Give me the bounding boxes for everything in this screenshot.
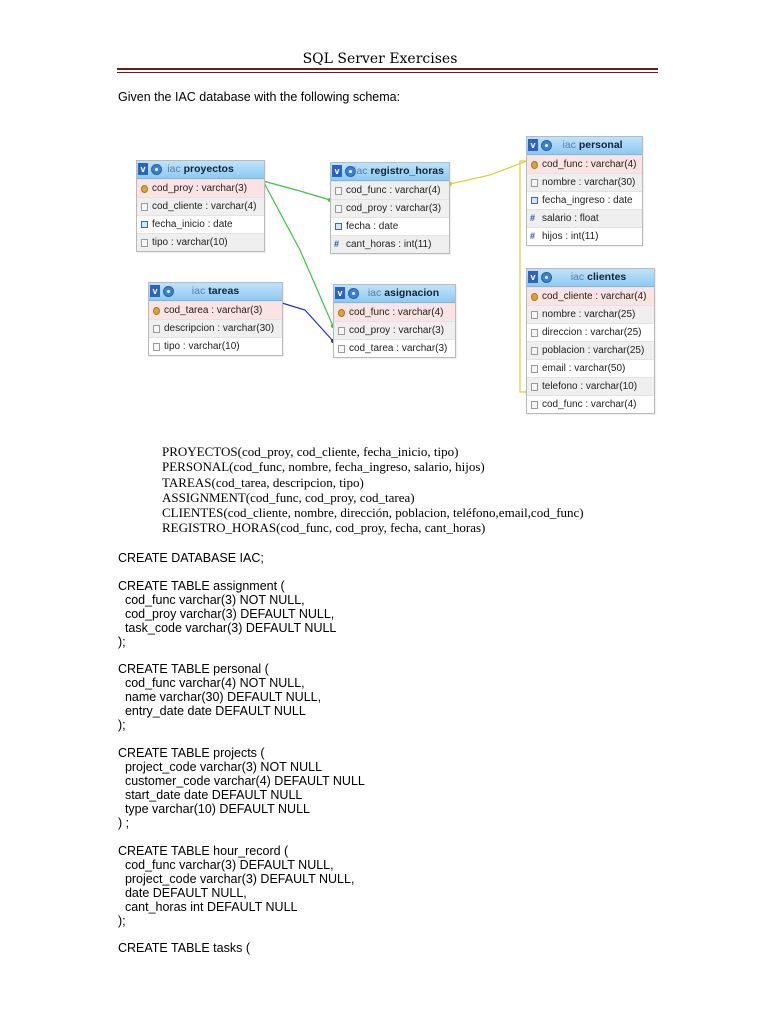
column-row: telefono : varchar(10) [527,377,654,395]
sql-line: cod_func varchar(4) NOT NULL, [118,676,305,691]
page-header-title: SQL Server Exercises [302,51,458,67]
key-icon [531,293,538,301]
table-header[interactable] [527,137,642,155]
text-field-icon [335,187,342,195]
sql-line: entry_date date DEFAULT NULL [118,704,306,719]
relation-line-personal-registro [450,161,527,184]
text-field-icon [335,205,342,213]
sql-line: date DEFAULT NULL, [118,885,247,900]
text-field-icon [531,347,538,355]
sql-line: cod_func varchar(3) NOT NULL, [118,592,305,607]
text-field-icon [338,327,345,335]
relation-line: TAREAS(cod_tarea, descripcion, tipo) [162,474,364,490]
sql-line: CREATE DATABASE IAC; [118,551,264,565]
text-field-icon [141,239,148,247]
sql-line: type varchar(10) DEFAULT NULL [118,802,310,817]
column-row: email : varchar(50) [527,359,654,377]
sql-line: ); [118,718,126,733]
table-title: iac registro_horas [354,165,444,177]
text-field-icon [141,203,148,211]
sql-blank-line [118,732,365,746]
column-row: # hijos : int(11) [527,227,642,245]
text-field-icon [531,365,538,373]
column-row: fecha : date [331,217,449,235]
table-registro-horas[interactable] [330,162,450,254]
table-title: iac clientes [570,271,627,283]
column-row: poblacion : varchar(25) [527,341,654,359]
sql-line: project_code varchar(3) NOT NULL [118,760,323,775]
collapse-icon[interactable]: v [335,287,345,299]
relational-schema-list [162,444,584,536]
column-row: tipo : varchar(10) [149,337,282,355]
text-field-icon [531,179,538,187]
relation-line: PROYECTOS(cod_proy, cod_cliente, fecha_inicio, tipo) [162,444,459,459]
date-field-icon [335,223,342,230]
number-field-icon: # [530,231,536,241]
key-icon [531,161,538,169]
table-header[interactable] [149,283,282,301]
table-header[interactable] [137,161,264,179]
sql-blank-line [118,830,365,844]
text-field-icon [531,311,538,319]
sql-line: CREATE TABLE tasks ( [118,941,250,956]
sql-line: cod_func varchar(3) DEFAULT NULL, [118,857,334,872]
column-row: fecha_ingreso : date [527,191,642,209]
collapse-icon[interactable]: v [528,139,538,151]
key-icon [338,309,345,317]
sql-line: start_date date DEFAULT NULL [118,788,303,803]
date-field-icon [141,221,148,228]
column-row: tipo : varchar(10) [137,233,264,251]
sql-line: ); [118,634,126,649]
sql-line: name varchar(30) DEFAULT NULL, [118,690,322,705]
column-row: cod_tarea : varchar(3) [334,339,455,357]
number-field-icon: # [334,239,340,249]
sql-blank-line [118,928,365,942]
column-row: direccion : varchar(25) [527,323,654,341]
table-asignacion[interactable] [333,284,456,358]
relation-line: CLIENTES(cod_cliente, nombre, dirección, poblacion, teléfono,email,cod_func) [162,505,584,521]
sql-line: CREATE TABLE hour_record ( [118,843,289,858]
text-field-icon [338,345,345,353]
relation-line-proyectos-registro [263,181,330,200]
column-row: # salario : float [527,209,642,227]
column-row: nombre : varchar(30) [527,173,642,191]
relation-line: REGISTRO_HORAS(cod_func, cod_proy, fecha, cant_horas) [162,520,486,536]
column-row: cod_func : varchar(4) [331,181,449,199]
sql-line: project_code varchar(3) DEFAULT NULL, [118,871,355,886]
intro-text: Given the IAC database with the following schema: [118,90,401,104]
column-row: fecha_inicio : date [137,215,264,233]
column-row: cod_proy : varchar(3) [334,321,455,339]
number-field-icon: # [530,213,536,223]
text-field-icon [531,383,538,391]
column-row: cod_proy : varchar(3) [137,179,264,197]
sql-line: ) ; [118,816,130,831]
column-row: cod_tarea : varchar(3) [149,301,282,319]
column-row: nombre : varchar(25) [527,305,654,323]
collapse-icon[interactable]: v [138,163,148,175]
collapse-icon[interactable]: v [150,285,160,297]
sql-line: cant_horas int DEFAULT NULL [118,899,298,914]
relation-line-tareas-asignacion [282,303,333,341]
text-field-icon [153,325,160,333]
column-row: cod_func : varchar(4) [527,155,642,173]
collapse-icon[interactable]: v [528,271,538,283]
table-title: iac asignacion [367,287,440,299]
header-rule-thin [117,72,658,73]
table-personal[interactable] [526,136,643,246]
column-row: cod_func : varchar(4) [527,395,654,413]
column-row: # cant_horas : int(11) [331,235,449,253]
table-header[interactable] [334,285,455,303]
table-title: iac personal [562,139,623,151]
table-clientes[interactable] [526,268,655,414]
column-row: cod_func : varchar(4) [334,303,455,321]
column-row: cod_proy : varchar(3) [331,199,449,217]
collapse-icon[interactable]: v [332,165,342,177]
text-field-icon [531,401,538,409]
key-icon [141,185,148,193]
sql-blank-line [118,565,365,579]
column-row: descripcion : varchar(30) [149,319,282,337]
sql-line: ); [118,913,126,928]
table-tareas[interactable] [148,282,283,356]
date-field-icon [531,197,538,204]
relation-line: ASSIGNMENT(cod_func, cod_proy, cod_tarea) [162,489,415,505]
sql-blank-line [118,649,365,663]
table-header[interactable] [527,269,654,287]
sql-line: customer_code varchar(4) DEFAULT NULL [118,774,365,789]
sql-line: CREATE TABLE personal ( [118,662,269,677]
sql-code-block [118,551,365,955]
sql-line: CREATE TABLE projects ( [118,746,265,761]
key-icon [153,307,160,315]
table-title: iac tareas [191,285,240,297]
column-row: cod_cliente : varchar(4) [527,287,654,305]
text-field-icon [153,343,160,351]
table-title: iac proyectos [167,163,234,175]
sql-line: cod_proy varchar(3) DEFAULT NULL, [118,606,335,621]
relation-line: PERSONAL(cod_func, nombre, fecha_ingreso, salario, hijos) [162,459,485,475]
text-field-icon [531,329,538,337]
header-rule [117,68,658,70]
table-header[interactable] [331,163,449,181]
sql-line: task_code varchar(3) DEFAULT NULL [118,620,337,635]
table-proyectos[interactable] [136,160,265,252]
sql-line: CREATE TABLE assignment ( [118,578,285,593]
column-row: cod_cliente : varchar(4) [137,197,264,215]
